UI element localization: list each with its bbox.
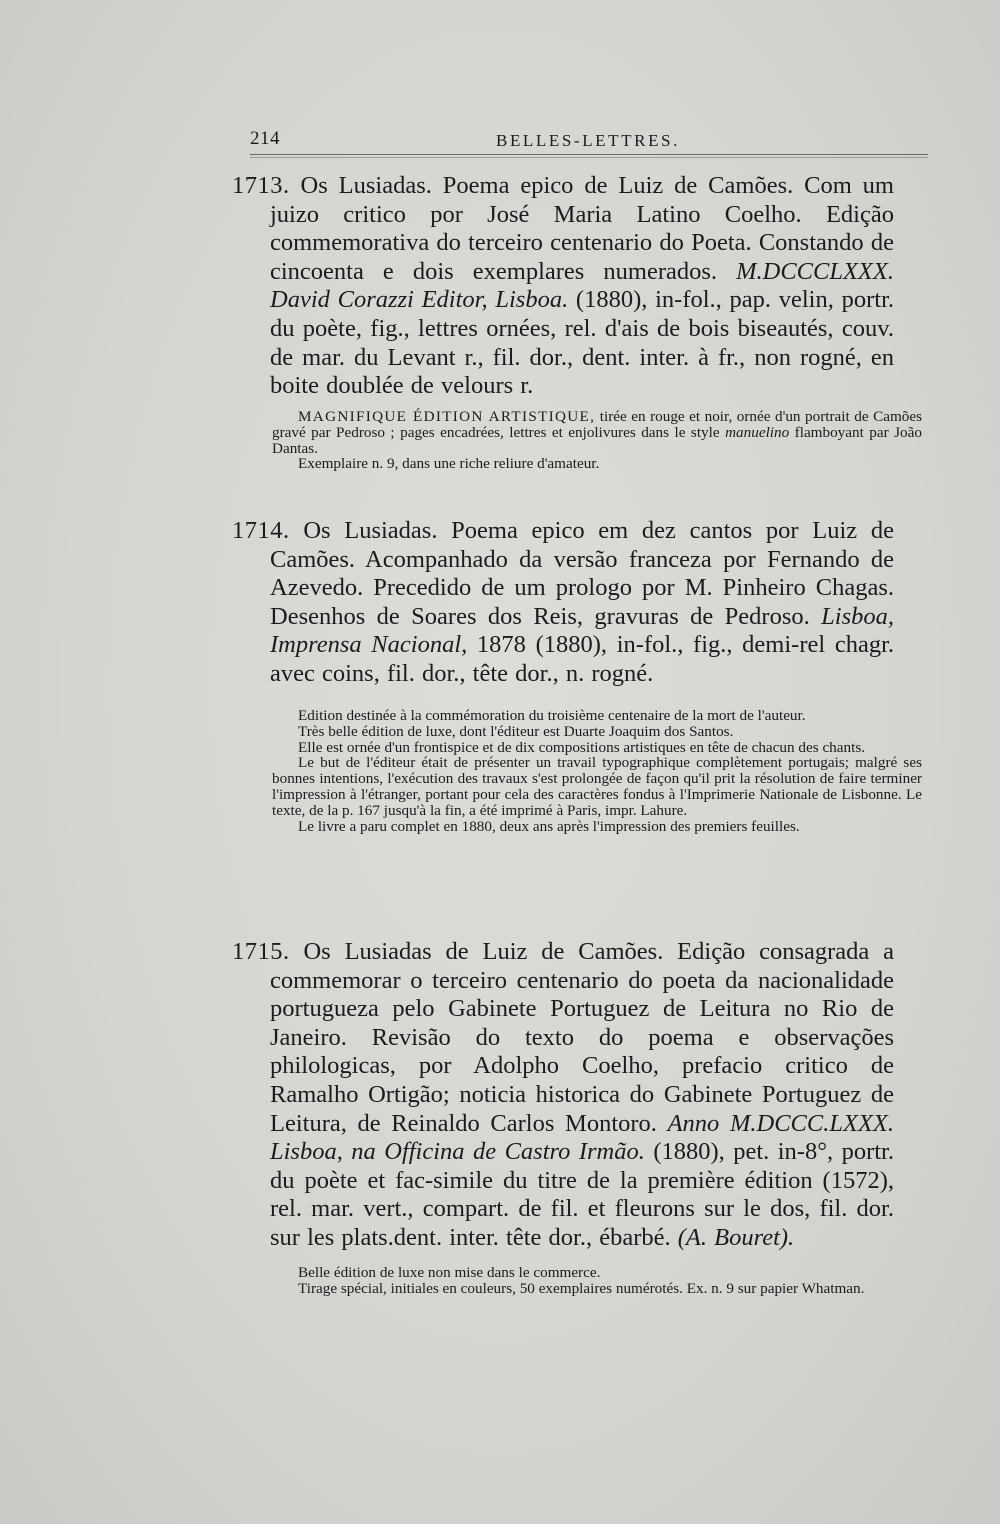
note-paragraph: Tirage spécial, initiales en couleurs, 50 exemplaires numérotés. Ex. n. 9 sur papier Whatman. (298, 1279, 865, 1297)
catalog-entry-1715 (232, 938, 894, 1253)
entry-description: (1880), in-fol., pap. velin, portr. du poète, fig., lettres ornées, rel. d'ais de bois biseautés, couv. de mar. du Levant r., fil. dor., dent. inter. à fr., non rogné, en boite doublée de velours r. (270, 286, 894, 400)
note-paragraph: Très belle édition de luxe, dont l'éditeur est Duarte Joaquim dos Santos. (298, 722, 734, 740)
entry-number: 1714. (232, 517, 290, 544)
page-header (250, 128, 930, 152)
note-text: tirée en rouge et noir, ornée d'un portrait de Camões gravé par Pedroso ; pages encadrées, lettres et enjolivures dans le style (272, 408, 923, 441)
header-rule (250, 154, 928, 158)
entry-number: 1713. (232, 172, 290, 199)
entry-imprint: Anno M.DCCC.LXXX. Lisboa, na Officina de Castro Irmão. (270, 1109, 894, 1166)
entry-notes-1713 (272, 409, 922, 472)
note-paragraph: Exemplaire n. 9, dans une riche reliure d'amateur. (298, 455, 600, 473)
page-number: 214 (250, 128, 280, 149)
catalog-entry-1713 (232, 172, 894, 401)
entry-title-text: Os Lusiadas. Poema epico em dez cantos por Luiz de Camões. Acompanhado da versão franceza por Fernando de Azevedo. Precedido de um prologo por M. Pinheiro Chagas. Desenhos de Soares dos Reis, gravuras de Pedroso. (270, 517, 894, 630)
entry-notes-1714 (272, 708, 922, 834)
entry-notes-1715 (272, 1265, 922, 1297)
entry-provenance: (A. Bouret). (677, 1223, 795, 1251)
catalog-entry-1714 (232, 517, 894, 689)
entry-title-text: Os Lusiadas. Poema epico de Luiz de Camões. Com um juizo critico por José Maria Latino Coelho. Edição commemorativa do terceiro centenario do Poeta. Constando de cincoenta e dois exemplares numerados. (270, 172, 894, 285)
entry-imprint: Lisboa, Imprensa Nacional, (270, 602, 894, 659)
note-paragraph: Le but de l'éditeur était de présenter un travail typographique complètement portugais; malgré ses bonnes intentions, l'exécution des travaux s'est prolongée de façon qu'il prit la résolution de faire terminer l'impression à l'étranger, portant pour cela des caractères fondus à l'Imprimerie Nationale de Lisbonne. Le texte, de la p. 167 jusqu'à la fin, a été imprimé à Paris, impr. Lahure. (272, 754, 922, 819)
entry-title-text: Os Lusiadas de Luiz de Camões. Edição consagrada a commemorar o terceiro centenario do poeta da nacionalidade portugueza pelo Gabinete Portuguez de Leitura no Rio de Janeiro. Revisão do texto do poema e observações philologicas, por Adolpho Coelho, prefacio critico de Ramalho Ortigão; noticia historica do Gabinete Portuguez de Leitura, de Reinaldo Carlos Montoro. (270, 938, 894, 1137)
note-paragraph: Le livre a paru complet en 1880, deux ans après l'impression des premiers feuilles. (298, 817, 800, 835)
note-paragraph: Edition destinée à la commémoration du troisième centenaire de la mort de l'auteur. (298, 707, 806, 724)
note-paragraph: Elle est ornée d'un frontispice et de dix compositions artistiques en tête de chacun des chants. (298, 738, 866, 756)
entry-imprint: M.DCCCLXXX. David Corazzi Editor, Lisboa. (270, 257, 894, 314)
entry-description: 1878 (1880), in-fol., fig., demi-rel chagr. avec coins, fil. dor., tête dor., n. rogné. (270, 631, 894, 687)
entry-number: 1715. (232, 938, 290, 965)
note-paragraph (272, 409, 922, 456)
running-head: BELLES-LETTRES. (496, 131, 680, 150)
note-paragraph: Belle édition de luxe non mise dans le commerce. (298, 1264, 601, 1281)
note-caps: MAGNIFIQUE ÉDITION ARTISTIQUE, (298, 408, 596, 425)
note-italic: manuelino (725, 423, 790, 441)
entry-description: (1880), pet. in-8°, portr. du poète et fac-simile du titre de la première édition (1572), rel. mar. vert., compart. de fil. et fleurons sur le dos, fil. dor. sur les plats.dent. inter. tête dor., ébarbé. (270, 1138, 894, 1251)
note-text: flamboyant par João Dantas. (272, 423, 922, 457)
